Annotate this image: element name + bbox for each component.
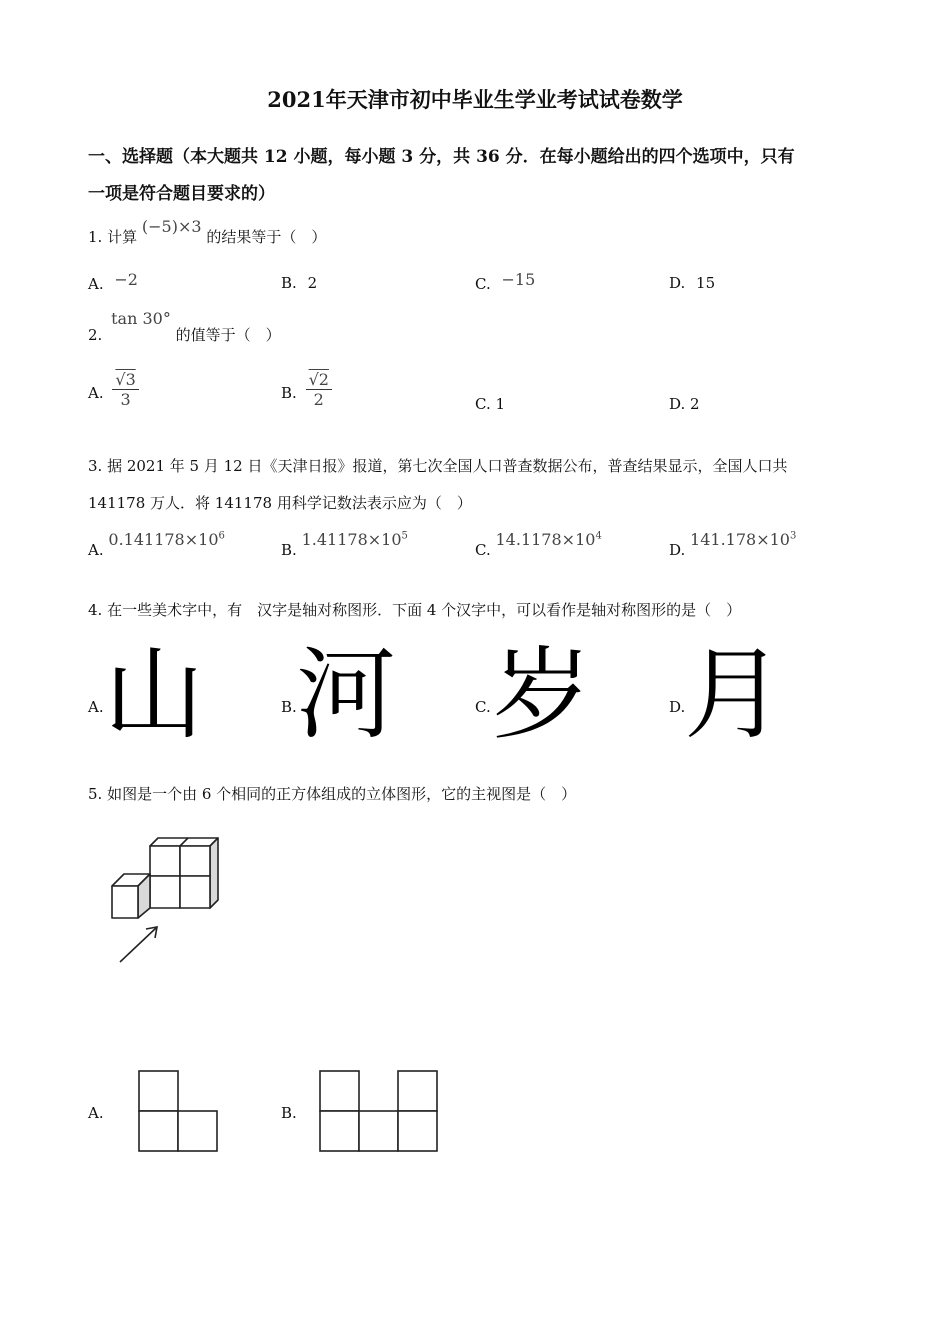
q4-option-c-label[interactable]: C. bbox=[475, 698, 491, 716]
question-1 bbox=[88, 217, 327, 247]
q5-option-b-figure bbox=[319, 1070, 439, 1152]
q3-option-a[interactable]: A. $0.141178\times 10^6$ bbox=[88, 530, 225, 559]
q1-option-a[interactable]: A. −2 bbox=[88, 270, 138, 293]
q3-option-c[interactable]: C. $14.1178\times 10^4$ bbox=[475, 530, 602, 559]
q5-option-b-label[interactable]: B. bbox=[281, 1104, 297, 1122]
cube-solid-figure bbox=[100, 830, 230, 970]
q4-option-b-label[interactable]: B. bbox=[281, 698, 297, 716]
view-direction-arrow bbox=[120, 927, 157, 962]
question-2: 2. tan 30° 的值等于（ ） bbox=[88, 309, 281, 344]
q4-option-b-char: 河 bbox=[296, 636, 396, 753]
section-heading-line2: 一项是符合题目要求的） bbox=[88, 184, 275, 204]
q1-option-c[interactable]: C. −15 bbox=[475, 270, 536, 293]
question-4: 4. 在一些美术字中，有 汉字是轴对称图形．下面 4 个汉字中，可以看作是轴对称图形的是（ ） bbox=[88, 601, 742, 619]
question-5: 5. 如图是一个由 6 个相同的正方体组成的立体图形，它的主视图是（ ） bbox=[88, 785, 577, 803]
q3-option-b[interactable]: B. $1.41178\times 10^5$ bbox=[281, 530, 408, 559]
q2-option-c[interactable]: C. 1 bbox=[475, 395, 506, 413]
q2-option-b[interactable]: B. $\frac{√2}{2}$ bbox=[281, 370, 332, 409]
q4-option-a-label[interactable]: A. bbox=[88, 698, 104, 716]
q3-option-d[interactable]: D. $141.178\times 10^3$ bbox=[669, 530, 797, 559]
q4-option-c-char: 岁 bbox=[492, 636, 592, 753]
q4-option-a-char: 山 bbox=[104, 636, 204, 753]
q4-option-d-char: 月 bbox=[684, 636, 784, 753]
question-2-expression: tan 30° bbox=[111, 309, 171, 328]
q2-option-d[interactable]: D. 2 bbox=[669, 395, 700, 413]
section-heading-line1: 一、选择题（本大题共 12 小题，每小题 3 分，共 36 分．在每小题给出的四个选项中，只有 bbox=[88, 147, 795, 167]
q2-option-a[interactable]: A. $\frac{√3}{3}$ bbox=[88, 370, 139, 409]
question-1-prefix: 1. 计算 bbox=[88, 228, 138, 246]
q5-option-a-label[interactable]: A. bbox=[88, 1104, 104, 1122]
question-3-line1: 3. 据 2021 年 5 月 12 日《天津日报》报道，第七次全国人口普查数据公布，普查结果显示，全国人口共 bbox=[88, 457, 788, 475]
page-title: 2021年天津市初中毕业生学业考试试卷数学 bbox=[267, 87, 683, 112]
q1-option-b[interactable]: B. 2 bbox=[281, 274, 318, 292]
question-2-suffix: 的值等于（ ） bbox=[175, 326, 281, 344]
question-3-line2: 141178 万人．将 141178 用科学记数法表示应为（ ） bbox=[88, 494, 472, 512]
fraction: $\frac{√2}{2}$ bbox=[306, 370, 332, 409]
question-1-expression: (−5)×3 bbox=[141, 217, 202, 236]
q5-option-a-figure bbox=[138, 1070, 218, 1152]
question-1-suffix: 的结果等于（ ） bbox=[206, 228, 327, 246]
fraction: $\frac{√3}{3}$ bbox=[112, 370, 138, 409]
q4-option-d-label[interactable]: D. bbox=[669, 698, 686, 716]
q1-option-d[interactable]: D. 15 bbox=[669, 274, 716, 292]
